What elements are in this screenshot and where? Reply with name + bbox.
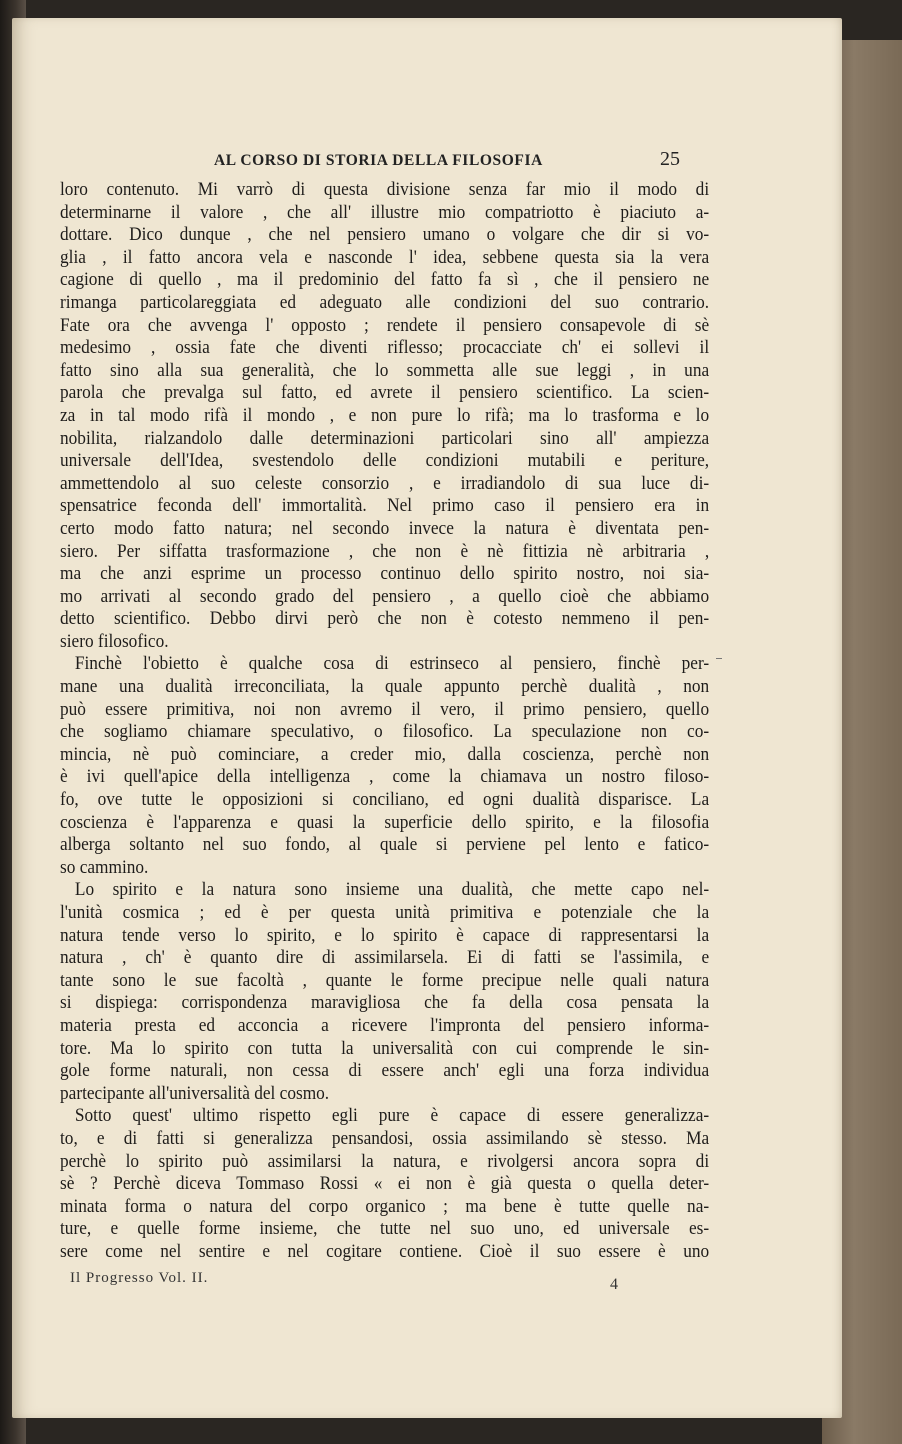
text-line: sè ? Perchè diceva Tommaso Rossi « ei non è già questa o quella deter-: [60, 1173, 710, 1195]
text-line: mane una dualità irreconciliata, la quale appunto perchè dualità , non: [60, 676, 710, 698]
text-line: tante sono le sue facoltà , quante le forme precipue nelle quali natura: [60, 969, 710, 991]
text-line: coscienza è l'apparenza e quasi la superficie dello spirito, e la filosofia: [60, 811, 710, 833]
page-footer: [70, 1270, 630, 1300]
text-line: parola che prevalga sul fatto, ed avrete il pensiero scientifico. La scien-: [60, 382, 710, 404]
text-line: mincia, nè può cominciare, a creder mio, dalla coscienza, perchè non: [60, 743, 710, 765]
text-line: alberga soltanto nel suo fondo, al quale si perviene pel lento e fatico-: [60, 834, 710, 856]
text-line: siero filosofico.: [60, 630, 169, 652]
text-line: partecipante all'universalità del cosmo.: [60, 1082, 330, 1104]
running-head: [60, 132, 700, 168]
text-line: spensatrice feconda dell' immortalità. Nel primo caso il pensiero era in: [60, 495, 710, 517]
text-line: to, e di fatti si generalizza pensandosi, ossia assimilando sè stesso. Ma: [60, 1127, 710, 1149]
text-line: fatto sino alla sua generalità, che lo sommetta alle sue leggi , in una: [60, 359, 710, 381]
text-line: dottare. Dico dunque , che nel pensiero umano o volgare che dir si vo-: [60, 224, 710, 246]
text-line: materia presta ed acconcia a ricevere l'impronta del pensiero informa-: [60, 1014, 710, 1036]
text-line: glia , il fatto ancora vela e nasconde l' idea, sebbene questa sia la vera: [60, 246, 710, 268]
text-line: natura , ch' è quanto dire di assimilarsela. Ei di fatti se l'assimila, e: [60, 947, 710, 969]
text-line: Fate ora che avvenga l' opposto ; rendete il pensiero consapevole di sè: [60, 314, 710, 336]
text-line: può essere primitiva, noi non avremo il vero, il primo pensiero, quello: [60, 698, 710, 720]
text-line: natura tende verso lo spirito, e lo spirito è capace di rappresentarsi la: [60, 924, 710, 946]
text-line: cagione di quello , ma il predominio del fatto fa sì , che il pensiero ne: [60, 269, 710, 291]
text-line: mo arrivati al secondo grado del pensiero , a quello cioè che abbiamo: [60, 585, 710, 607]
text-line: rimanga particolareggiata ed adeguato alle condizioni del suo contrario.: [60, 291, 710, 313]
text-line: medesimo , ossia fate che diventi riflesso; procacciate ch' ei sollevi il: [60, 337, 710, 359]
text-line: detto scientifico. Debbo dirvi però che non è cotesto nemmeno il pen-: [60, 608, 710, 630]
book-page: [12, 18, 842, 1418]
text-line: Finchè l'obietto è qualche cosa di estrinseco al pensiero, finchè per-: [74, 653, 710, 675]
text-line: Lo spirito e la natura sono insieme una dualità, che mette capo nel-: [74, 879, 710, 901]
text-line: Sotto quest' ultimo rispetto egli pure è capace di essere generalizza-: [74, 1105, 710, 1127]
text-line: minata forma o natura del corpo organico ; ma bene è tutte quelle na-: [60, 1195, 710, 1217]
text-line: siero. Per siffatta trasformazione , che non è nè fittizia nè arbitraria ,: [60, 540, 710, 562]
text-line: è ivi quell'apice della intelligenza , come la chiamava un nostro filoso-: [60, 766, 710, 788]
body-text: [60, 179, 710, 1264]
text-line: ammettendolo al suo celeste consorzio , e irradiandolo di sua luce di-: [60, 472, 710, 494]
page-number: 25: [660, 148, 680, 170]
text-line: za in tal modo rifà il mondo , e non pure lo rifà; ma lo trasforma e lo: [60, 404, 710, 426]
text-line: sere come nel sentire e nel cogitare contiene. Cioè il suo essere è uno: [60, 1240, 710, 1262]
text-line: si dispiega: corrispondenza maravigliosa che fa della cosa pensata la: [60, 992, 710, 1014]
running-title: AL CORSO DI STORIA DELLA FILOSOFIA: [214, 152, 543, 169]
signature-line: Il Progresso Vol. II.: [70, 1270, 209, 1286]
text-line: ture, e quelle forme insieme, che tutte nel suo uno, ed universale es-: [60, 1218, 710, 1240]
text-line: perchè lo spirito può assimilarsi la natura, e rivolgersi ancora sopra di: [60, 1150, 710, 1172]
text-line: universale dell'Idea, svestendolo delle condizioni mutabili e periture,: [60, 450, 710, 472]
text-line: l'unità cosmica ; ed è per questa unità primitiva e potenziale che la: [60, 902, 710, 923]
text-line: fo, ove tutte le opposizioni si conciliano, ed ogni dualità disparisce. La: [60, 789, 710, 811]
text-line: loro contenuto. Mi varrò di questa divisione senza far mio il modo di: [60, 179, 710, 200]
text-line: so cammino.: [60, 856, 149, 878]
text-line: che sogliamo chiamare speculativo, o filosofico. La speculazione non co-: [60, 721, 710, 743]
text-line: gole forme naturali, non cessa di essere anch' egli una forza individua: [60, 1060, 710, 1082]
text-line: nobilita, rialzandolo dalle determinazioni particolari sino all' ampiezza: [60, 427, 710, 449]
text-line: tore. Ma lo spirito con tutta la universalità con cui comprende le sin-: [60, 1037, 710, 1059]
margin-mark: [716, 658, 722, 659]
text-line: certo modo fatto natura; nel secondo invece la natura è diventata pen-: [60, 517, 710, 539]
text-line: ma che anzi esprime un processo continuo dello spirito nostro, noi sia-: [60, 563, 710, 585]
signature-mark: 4: [610, 1276, 618, 1293]
text-line: determinarne il valore , che all' illustre mio compatriotto è piaciuto a-: [60, 201, 710, 223]
